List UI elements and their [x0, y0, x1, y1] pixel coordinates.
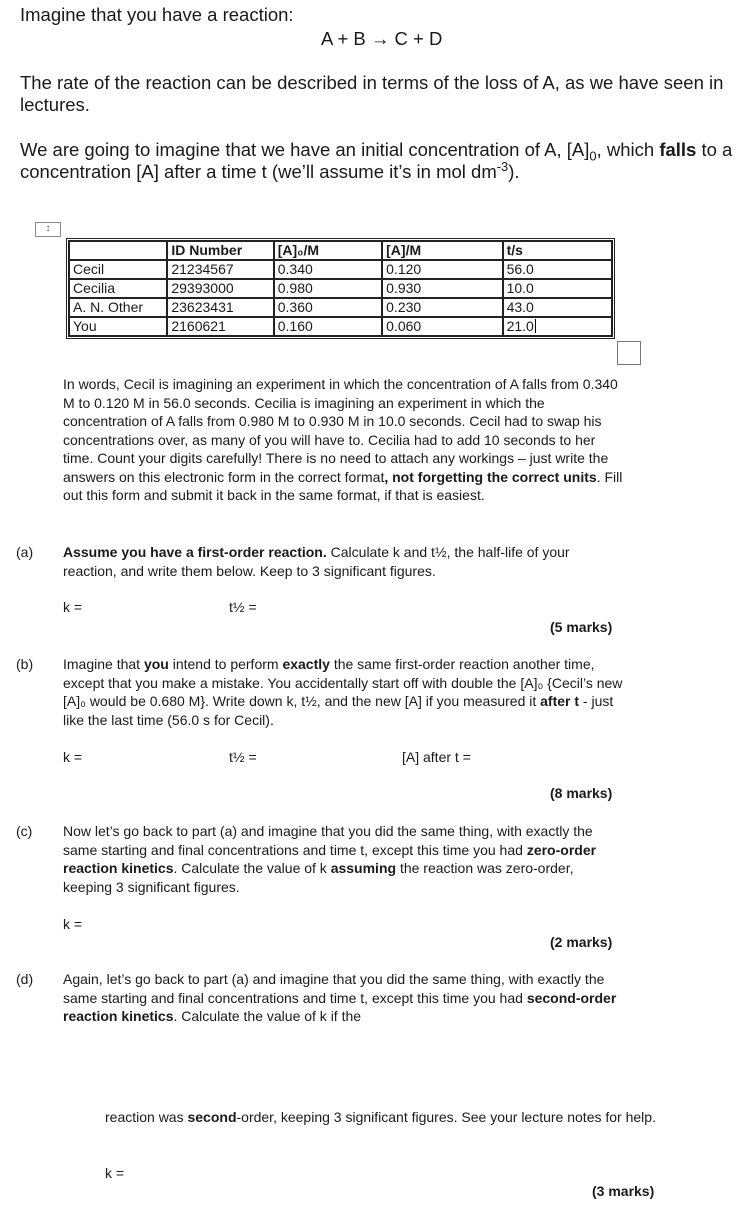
table-cell: 0.930: [382, 279, 502, 298]
question-label-a: (a): [16, 544, 34, 560]
text-run: We are going to imagine that we have an initial concentration of A, [A]: [20, 139, 590, 160]
question-label-c: (c): [16, 823, 33, 839]
table-row: [69, 279, 612, 298]
explanation-paragraph: [63, 375, 623, 505]
reaction-equation: A + B → C + D: [321, 28, 443, 49]
text-run: the reaction was zero-order, keeping 3 significant figures.: [63, 860, 574, 895]
question-b-text: [63, 655, 623, 729]
text-run: ).: [508, 161, 520, 182]
question-label-d: (d): [16, 971, 34, 987]
text-run: - just like the last time (56.0 s for Cecil).: [63, 693, 614, 728]
table-cell: You: [69, 317, 167, 336]
header-cell: [A]₀/M: [274, 241, 382, 260]
text-run: the same first-order reaction another time, except that you make a mistake. You accidentally start off with double the [A]₀ {Cecil’s new [A]₀ would be 0.680 M}. Write down k, t½, and the new [A] if you measured it: [63, 656, 623, 709]
text-run: Imagine that: [63, 656, 144, 672]
table-cell: 0.160: [274, 317, 382, 336]
table-cell: 0.230: [382, 298, 502, 317]
text-run: . Calculate the value of k if the: [173, 1008, 362, 1024]
text-run: -order, keeping 3 significant figures. See your lecture notes for help.: [236, 1109, 656, 1125]
table-cell: 0.340: [274, 260, 382, 279]
text-run: . Fill out this form and submit it back in the same format, if that is easiest.: [63, 468, 623, 503]
marks-d: (3 marks): [592, 1183, 655, 1199]
table-cell: A. N. Other: [69, 298, 167, 317]
text-run: Calculate k and t½, the half-life of your reaction, and write them below. Keep to 3 significant figures.: [63, 544, 570, 579]
text-run: Now let’s go back to part (a) and imagine that you did the same thing, with exactly the same starting and final concentrations and time t, except this time you had: [63, 823, 593, 858]
table-move-handle[interactable]: ↕: [35, 222, 61, 237]
bold-run: Assume you have a first-order reaction.: [63, 544, 327, 560]
text-run: In words, Cecil is imagining an experiment in which the concentration of A falls from 0.340 M to 0.120 M in 56.0 seconds. Cecilia is imagining an experiment in which the concentration of A falls from 0.980 M to 0.930 M in 10.0 seconds. Cecil had to swap his concentrations over, as many of you will have to. Cecilia had to add 10 seconds to her time. Count your digits carefully! There is no need to attach any workings – just write the answers on this electronic form in the correct format: [63, 376, 618, 485]
header-cell: [A]/M: [382, 241, 502, 260]
data-table: [66, 238, 615, 339]
bold-run: , not forgetting the correct units: [384, 468, 597, 485]
table-add-row-checkbox[interactable]: [617, 341, 641, 365]
table-cell: 0.120: [382, 260, 502, 279]
bold-run: you: [143, 656, 169, 672]
table-cell: 29393000: [167, 279, 273, 298]
text-run: intend to perform: [168, 656, 283, 672]
table-cell: 0.980: [274, 279, 382, 298]
subscript: 0: [589, 148, 597, 164]
answer-k-d[interactable]: k =: [105, 1165, 125, 1181]
table-cell: 56.0: [503, 260, 612, 279]
question-d-continued: [105, 1108, 665, 1127]
text-run: , which: [596, 139, 660, 160]
question-a-text: [63, 543, 623, 580]
bold-run: zero-order reaction kinetics: [63, 841, 597, 876]
marks-c: (2 marks): [550, 934, 613, 950]
table-cell: 23623431: [167, 298, 273, 317]
question-label-b: (b): [16, 656, 34, 672]
answer-k-a[interactable]: k =: [63, 599, 83, 615]
marks-b: (8 marks): [550, 785, 613, 801]
superscript: -3: [496, 158, 509, 174]
table-row: [69, 260, 612, 279]
table-row: [69, 298, 612, 317]
header-cell: [69, 241, 167, 260]
bold-run: assuming: [330, 860, 397, 876]
bold-run: second-order reaction kinetics: [63, 989, 617, 1024]
answer-k-c[interactable]: k =: [63, 916, 83, 932]
question-d-text: [63, 970, 623, 1026]
answer-thalf-a[interactable]: t½ =: [229, 599, 257, 615]
bold-run: second: [187, 1109, 237, 1125]
marks-a: (5 marks): [550, 619, 613, 635]
table-cell-editing[interactable]: [503, 317, 612, 336]
table-cell: Cecilia: [69, 279, 167, 298]
table-row: [69, 317, 612, 336]
bold-run: after t: [540, 693, 580, 709]
text-caret: [535, 319, 536, 333]
table-cell: 2160621: [167, 317, 273, 336]
table-cell: 43.0: [503, 298, 612, 317]
intro-paragraph-rate: The rate of the reaction can be described in terms of the loss of A, as we have seen in lectures.: [20, 72, 724, 115]
bold-run: falls: [659, 139, 697, 160]
table-cell: 10.0: [503, 279, 612, 298]
text-run: . Calculate the value of k: [173, 860, 331, 876]
text-run: reaction was: [105, 1109, 188, 1125]
intro-paragraph-concentration: [20, 139, 750, 183]
answer-thalf-b[interactable]: t½ =: [229, 749, 257, 765]
question-c-text: [63, 822, 623, 896]
table-cell: Cecil: [69, 260, 167, 279]
answer-k-b[interactable]: k =: [63, 749, 83, 765]
table-cell: 0.060: [382, 317, 502, 336]
table-cell: 21234567: [167, 260, 273, 279]
intro-line: Imagine that you have a reaction:: [20, 4, 294, 25]
answer-a-after-t[interactable]: [A] after t =: [402, 749, 471, 765]
text-run: to a concentration [A] after a time t (we’ll assume it’s in mol dm: [20, 139, 733, 182]
header-cell: ID Number: [167, 241, 273, 260]
cell-text: 21.0: [506, 318, 534, 334]
table-cell: 0.360: [274, 298, 382, 317]
table-header-row: [69, 241, 612, 260]
bold-run: exactly: [282, 656, 330, 672]
header-cell: t/s: [503, 241, 612, 260]
text-run: Again, let’s go back to part (a) and imagine that you did the same thing, with exactly the same starting and final concentrations and time t, except this time you had: [63, 971, 605, 1006]
